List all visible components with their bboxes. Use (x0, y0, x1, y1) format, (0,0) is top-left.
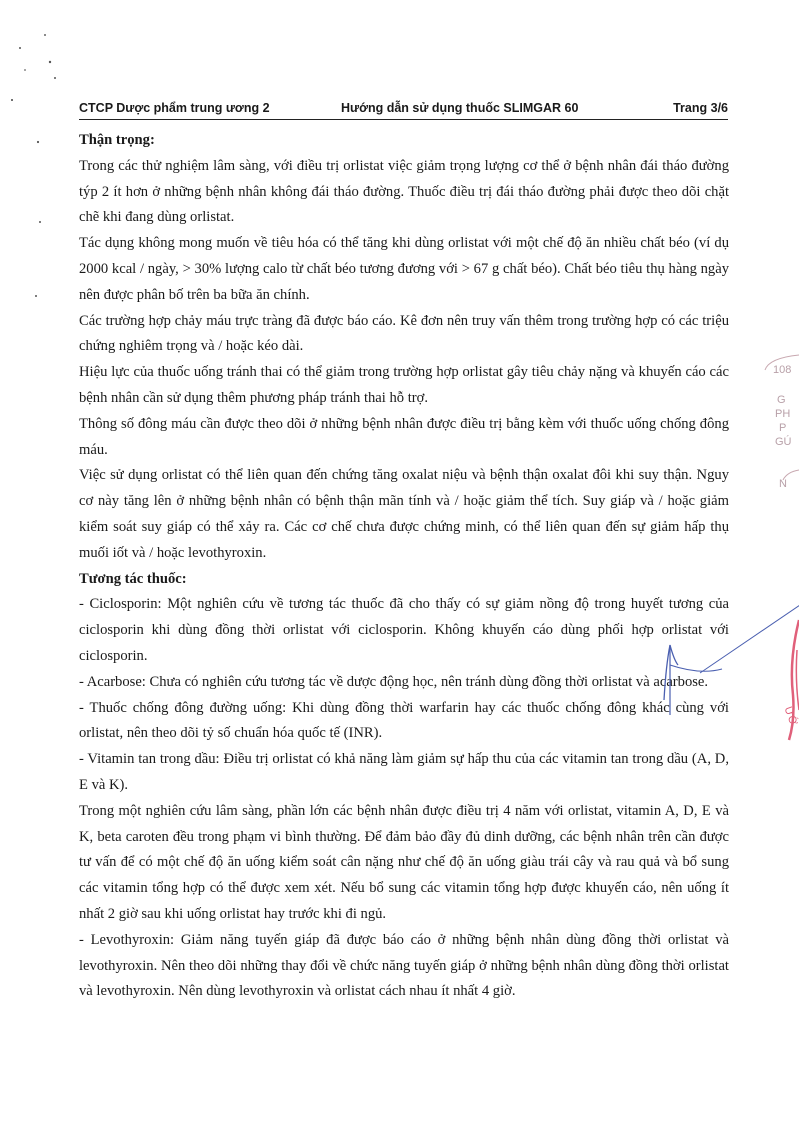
company-name: CTCP Dược phẩm trung ương 2 (79, 101, 270, 115)
stamp-text: P (779, 422, 787, 434)
stamp-text: G (777, 394, 786, 406)
paragraph: Hiệu lực của thuốc uống tránh thai có thể giảm trong trường hợp orlistat gây tiêu chảy nặng và khuyến cáo các bệnh nhân cần sử dụng thêm phương pháp tránh thai hỗ trợ. (79, 364, 729, 406)
precautions-heading: Thận trọng: (79, 132, 155, 148)
paragraph: - Levothyroxin: Giảm năng tuyến giáp đã được báo cáo ở những bệnh nhân dùng đồng thời orlistat và levothyroxin. Nên theo dõi những thay đổi về chức năng tuyến giáp ở những bệnh nhân dùng đồng thời orlistat và levothyroxin. Nên dùng levothyroxin và orlistat cách nhau ít nhất 4 giờ. (79, 931, 729, 1000)
paragraph: - Thuốc chống đông đường uống: Khi dùng đồng thời warfarin hay các thuốc chống đông khác cùng với orlistat, nên theo dõi tỷ số chuẩn hóa quốc tế (INR). (79, 699, 729, 742)
stamp-text: 108 (773, 364, 792, 376)
paragraph: Trong các thử nghiệm lâm sàng, với điều trị orlistat việc giảm trọng lượng cơ thể ở bệnh nhân đái tháo đường týp 2 ít hơn ở những bệnh nhân không đái tháo đường. Thuốc điều trị đái tháo đường phải được theo dõi chặt chẽ khi đang dùng orlistat. (79, 157, 729, 226)
paragraph: Trong một nghiên cứu lâm sàng, phần lớn các bệnh nhân được điều trị 4 năm với orlistat, vitamin A, D, E và K, beta caroten đều trong phạm vi bình thường. Để đảm bảo đầy đủ dinh dưỡng, các bệnh nhân trên cần được tư vấn để có một chế độ ăn uống kiểm soát cân nặng như chế độ ăn uống giàu trái cây và rau quả và bổ sung các vitamin tổng hợp có thể được xem xét. Nếu bổ sung các vitamin tổng hợp được khuyến cáo, nên uống ít nhất 2 giờ sau khi uống orlistat hay trước khi đi ngủ. (79, 802, 729, 922)
paragraph: - Ciclosporin: Một nghiên cứu về tương tác thuốc đã cho thấy có sự giảm nồng độ trong huyết tương của ciclosporin khi dùng đồng thời orlistat với ciclosporin. Không khuyến cáo dùng phối hợp orlistat với ciclosporin. (79, 596, 729, 664)
signature-icon (640, 605, 799, 725)
paragraph: Thông số đông máu cần được theo dõi ở những bệnh nhân được điều trị bằng kèm với thuốc uống chống đông máu. (79, 415, 729, 458)
paragraph: Tác dụng không mong muốn về tiêu hóa có thể tăng khi dùng orlistat với một chế độ ăn nhiều chất béo (ví dụ 2000 kcal / ngày, > 30% lượng calo từ chất béo tương đương với > 67 g chất béo). Chất béo tiêu thụ hàng ngày nên được phân bố trên ba bữa ăn chính. (79, 235, 729, 303)
paragraph: Việc sử dụng orlistat có thể liên quan đến chứng tăng oxalat niệu và bệnh thận oxalat đôi khi suy thận. Nguy cơ này tăng lên ở những bệnh nhân có bệnh thận mãn tính và / hoặc giảm thể tích. Suy giáp và / hoặc giảm kiểm soát suy giáp có thể xảy ra. Các cơ chế chưa được chứng minh, có thể liên quan đến sự giảm hấp thụ muối iốt và / hoặc levothyroxin. (79, 467, 729, 561)
stamp-text: PH (775, 408, 791, 420)
paragraph: - Vitamin tan trong dầu: Điều trị orlistat có khả năng làm giảm sự hấp thu của các vitamin tan trong dầu (A, D, E và K). (79, 751, 729, 793)
document-title: Hướng dẫn sử dụng thuốc SLIMGAR 60 (341, 101, 579, 115)
interactions-heading: Tương tác thuốc: (79, 570, 187, 587)
stamp-text: N (779, 478, 787, 490)
page-number: Trang 3/6 (673, 101, 728, 115)
paragraph: - Acarbose: Chưa có nghiên cứu tương tác về dược động học, nên tránh dùng đồng thời orlistat và acarbose. (79, 673, 709, 690)
stamp-text: ƯỚ (781, 705, 799, 727)
document-body (79, 128, 729, 1005)
stamp-text: GÚ (775, 436, 792, 448)
paragraph: Các trường hợp chảy máu trực tràng đã được báo cáo. Kê đơn nên truy vấn thêm trong trường hợp có các triệu chứng nghiêm trọng và / hoặc kéo dài. (79, 312, 729, 355)
page-header (79, 101, 728, 120)
